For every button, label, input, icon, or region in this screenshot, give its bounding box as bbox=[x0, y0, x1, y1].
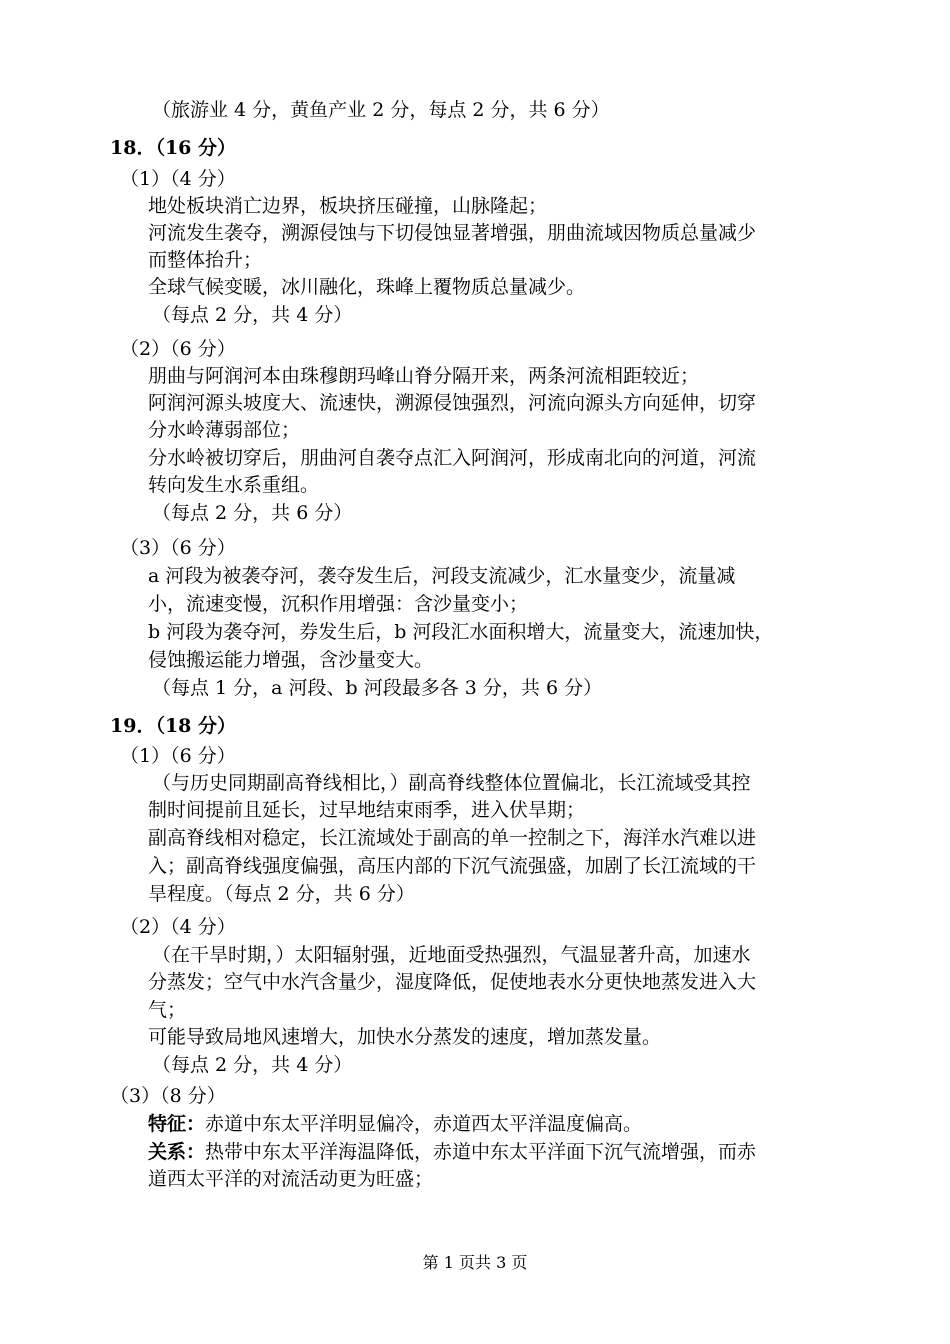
q19-part3-relation-line: 道西太平洋的对流活动更为旺盛； bbox=[148, 1168, 434, 1190]
q18-part2-label: （2）（6 分） bbox=[120, 338, 236, 360]
relation-text: 热带中东太平洋海温降低，赤道中东太平洋面下沉气流增强，而赤 bbox=[205, 1141, 757, 1163]
q18-part3-label: （3）（6 分） bbox=[120, 537, 236, 559]
top-score-note: （旅游业 4 分，黄鱼产业 2 分，每点 2 分，共 6 分） bbox=[152, 99, 610, 121]
q19-part1-line: 入；副高脊线强度偏强，高压内部的下沉气流强盛，加剧了长江流域的干 bbox=[148, 855, 757, 877]
q18-part1-line: 全球气候变暖，冰川融化，珠峰上覆物质总量减少。 bbox=[148, 276, 586, 298]
q19-part2-line: 分蒸发；空气中水汽含量少，湿度降低，促使地表水分更快地蒸发进入大 bbox=[148, 971, 757, 993]
relation-label: 关系： bbox=[148, 1141, 206, 1163]
q18-part3-line: a 河段为被袭夺河，袭夺发生后，河段支流减少，汇水量变少，流量减 bbox=[148, 565, 736, 587]
q19-part1-line: （与历史同期副高脊线相比，）副高脊线整体位置偏北，长江流域受其控 bbox=[152, 772, 751, 794]
q18-part3-score: （每点 1 分，a 河段、b 河段最多各 3 分，共 6 分） bbox=[152, 677, 603, 699]
q18-part2-line: 分水岭薄弱部位； bbox=[148, 419, 301, 441]
q18-part1-line: 地处板块消亡边界，板块挤压碰撞，山脉隆起； bbox=[148, 195, 548, 217]
q18-part3-line: b 河段为袭夺河，券发生后，b 河段汇水面积增大，流量变大，流速加快， bbox=[148, 621, 774, 643]
q18-part2-line: 转向发生水系重组。 bbox=[148, 474, 320, 496]
q18-part2-line: 朋曲与阿润河本由珠穆朗玛峰山脊分隔开来，两条河流相距较近； bbox=[148, 365, 700, 387]
q19-part2-score: （每点 2 分，共 4 分） bbox=[152, 1054, 353, 1076]
q18-header: 18．（16 分） bbox=[110, 137, 236, 159]
q19-part3-relation bbox=[148, 1139, 756, 1165]
q18-part2-line: 阿润河源头坡度大、流速快，溯源侵蚀强烈，河流向源头方向延伸，切穿 bbox=[148, 392, 757, 414]
q18-part3-line: 小，流速变慢，沉积作用增强：含沙量变小； bbox=[148, 593, 529, 615]
q18-part1-label: （1）（4 分） bbox=[120, 168, 236, 190]
q19-part2-line: 气； bbox=[148, 999, 187, 1021]
q18-part2-line: 分水岭被切穿后，朋曲河自袭夺点汇入阿润河，形成南北向的河道，河流 bbox=[148, 447, 757, 469]
feature-text: 赤道中东太平洋明显偏冷，赤道西太平洋温度偏高。 bbox=[205, 1113, 643, 1135]
q19-part3-feature bbox=[148, 1111, 642, 1137]
q19-part3-label: （3）（8 分） bbox=[110, 1085, 226, 1107]
page-footer: 第 1 页共 3 页 bbox=[422, 1253, 528, 1272]
q18-part1-score: （每点 2 分，共 4 分） bbox=[152, 304, 353, 326]
q18-part1-line: 河流发生袭夺，溯源侵蚀与下切侵蚀显著增强，朋曲流域因物质总量减少 bbox=[148, 222, 757, 244]
q19-part1-line: 旱程度。（每点 2 分，共 6 分） bbox=[148, 883, 415, 905]
q19-part1-label: （1）（6 分） bbox=[120, 745, 236, 767]
q19-part2-line: （在干旱时期，）太阳辐射强，近地面受热强烈，气温显著升高，加速水 bbox=[152, 944, 751, 966]
q18-part3-line: 侵蚀搬运能力增强，含沙量变大。 bbox=[148, 649, 434, 671]
q19-header: 19．（18 分） bbox=[110, 715, 236, 737]
feature-label: 特征： bbox=[148, 1113, 206, 1135]
q19-part2-label: （2）（4 分） bbox=[120, 916, 236, 938]
q18-part1-line: 而整体抬升； bbox=[148, 249, 263, 271]
q19-part2-line: 可能导致局地风速增大，加快水分蒸发的速度，增加蒸发量。 bbox=[148, 1026, 662, 1048]
q19-part1-line: 副高脊线相对稳定，长江流域处于副高的单一控制之下，海洋水汽难以进 bbox=[148, 827, 757, 849]
q19-part1-line: 制时间提前且延长，过早地结束雨季，进入伏旱期； bbox=[148, 799, 586, 821]
q18-part2-score: （每点 2 分，共 6 分） bbox=[152, 502, 353, 524]
